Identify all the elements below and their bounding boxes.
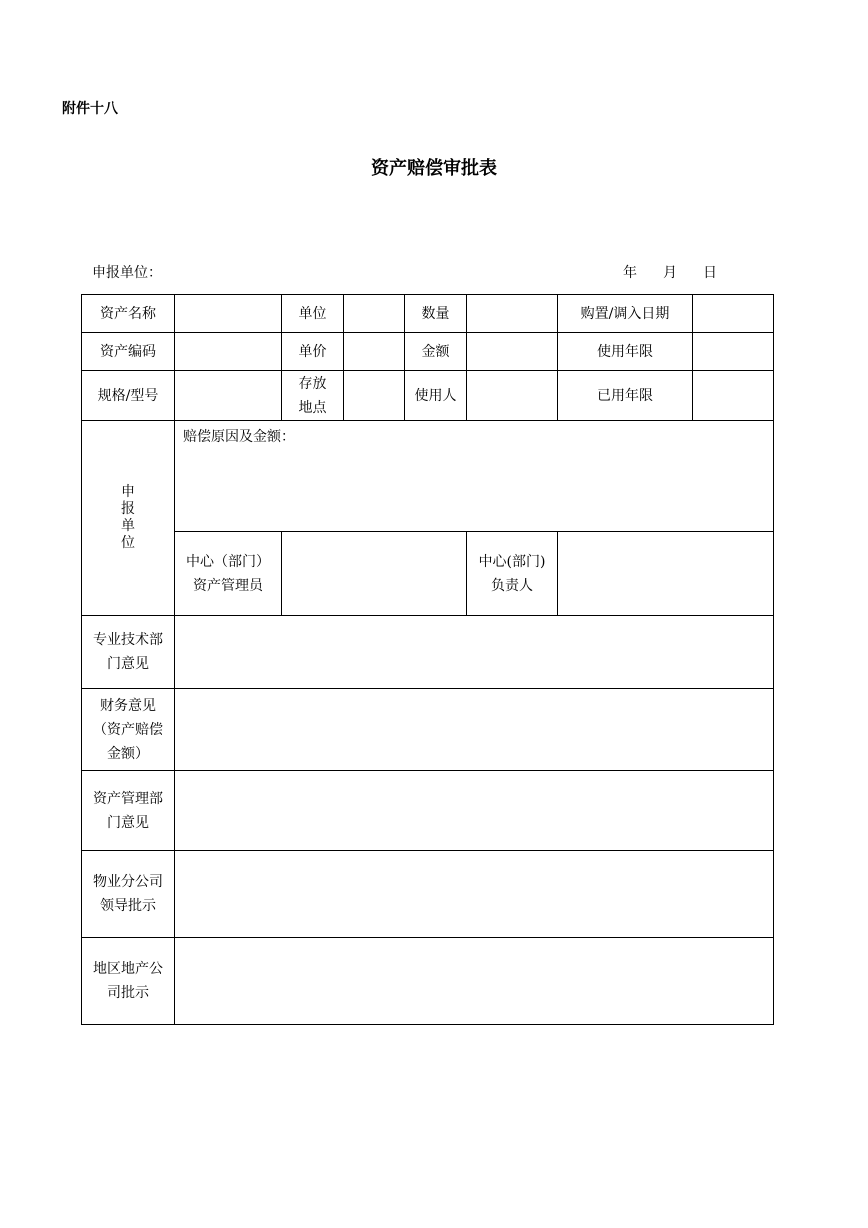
vertical-char: 位	[121, 535, 135, 551]
date-line	[623, 262, 717, 282]
used-years-label: 已用年限	[558, 371, 693, 421]
finance-line2: （资产赔偿	[93, 721, 163, 738]
annex-label: 附件十八	[62, 101, 118, 117]
regional-company-instruction-label	[82, 938, 175, 1025]
page-title: 资产赔偿审批表	[371, 158, 497, 179]
asset-mgmt-opinion-value[interactable]	[175, 771, 774, 851]
unit-value[interactable]	[344, 295, 405, 333]
date-month-label: 月	[663, 265, 677, 281]
tech-dept-line1: 专业技术部	[93, 632, 163, 648]
regional-company-instruction-value[interactable]	[175, 938, 774, 1025]
user-value[interactable]	[467, 371, 558, 421]
approval-form-table	[81, 294, 774, 1025]
table-row	[82, 689, 774, 771]
center-head-line2: 负责人	[491, 577, 533, 594]
service-life-value[interactable]	[693, 333, 774, 371]
center-head-line1: 中心(部门)	[478, 553, 546, 570]
user-label: 使用人	[405, 371, 467, 421]
quantity-label: 数量	[405, 295, 467, 333]
purchase-date-label: 购置/调入日期	[558, 295, 693, 333]
center-asset-admin-value[interactable]	[282, 532, 467, 616]
finance-line1: 财务意见	[100, 697, 156, 714]
table-row	[82, 532, 774, 616]
asset-code-label: 资产编码	[82, 333, 175, 371]
unit-label: 单位	[282, 295, 344, 333]
asset-mgmt-line1: 资产管理部	[93, 790, 163, 807]
regional-line1: 地区地产公	[93, 961, 163, 977]
spec-model-label: 规格/型号	[82, 371, 175, 421]
vertical-char: 单	[121, 518, 135, 534]
report-unit-label: 申报单位：	[92, 265, 162, 281]
amount-value[interactable]	[467, 333, 558, 371]
asset-mgmt-opinion-label	[82, 771, 175, 851]
tech-dept-line2: 门意见	[107, 656, 149, 672]
table-row	[82, 938, 774, 1025]
asset-code-value[interactable]	[175, 333, 282, 371]
center-admin-line1: 中心（部门）	[186, 553, 270, 570]
table-row	[82, 295, 774, 333]
storage-location-label	[282, 371, 344, 421]
finance-opinion-label	[82, 689, 175, 771]
tech-dept-opinion-value[interactable]	[175, 616, 774, 689]
property-branch-line2: 领导批示	[100, 898, 156, 914]
table-row	[82, 371, 774, 421]
table-row	[82, 616, 774, 689]
amount-label: 金额	[405, 333, 467, 371]
quantity-value[interactable]	[467, 295, 558, 333]
unit-price-value[interactable]	[344, 333, 405, 371]
regional-line2: 司批示	[107, 985, 149, 1001]
purchase-date-value[interactable]	[693, 295, 774, 333]
used-years-value[interactable]	[693, 371, 774, 421]
asset-name-value[interactable]	[175, 295, 282, 333]
finance-line3: 金额）	[107, 745, 149, 762]
table-row	[82, 421, 774, 532]
center-admin-line2: 资产管理员	[193, 577, 263, 594]
storage-label-line2: 地点	[298, 399, 327, 416]
date-day-label: 日	[703, 265, 717, 281]
asset-name-label: 资产名称	[82, 295, 175, 333]
service-life-label: 使用年限	[558, 333, 693, 371]
storage-label-line1: 存放	[298, 375, 327, 392]
table-row	[82, 851, 774, 938]
vertical-char: 申	[121, 484, 135, 500]
tech-dept-opinion-label	[82, 616, 175, 689]
compensation-reason-label: 赔偿原因及金额：	[183, 429, 295, 445]
table-row	[82, 771, 774, 851]
date-year-label: 年	[623, 265, 637, 281]
center-head-value[interactable]	[558, 532, 774, 616]
asset-mgmt-line2: 门意见	[107, 814, 149, 831]
property-branch-instruction-label	[82, 851, 175, 938]
finance-opinion-value[interactable]	[175, 689, 774, 771]
spec-model-value[interactable]	[175, 371, 282, 421]
applicant-unit-label	[82, 421, 175, 616]
table-row	[82, 333, 774, 371]
center-asset-admin-label	[175, 532, 282, 616]
compensation-reason-field[interactable]	[175, 421, 774, 532]
vertical-char: 报	[121, 501, 135, 517]
property-branch-instruction-value[interactable]	[175, 851, 774, 938]
property-branch-line1: 物业分公司	[93, 874, 163, 890]
unit-price-label: 单价	[282, 333, 344, 371]
storage-location-value[interactable]	[344, 371, 405, 421]
center-head-label	[467, 532, 558, 616]
